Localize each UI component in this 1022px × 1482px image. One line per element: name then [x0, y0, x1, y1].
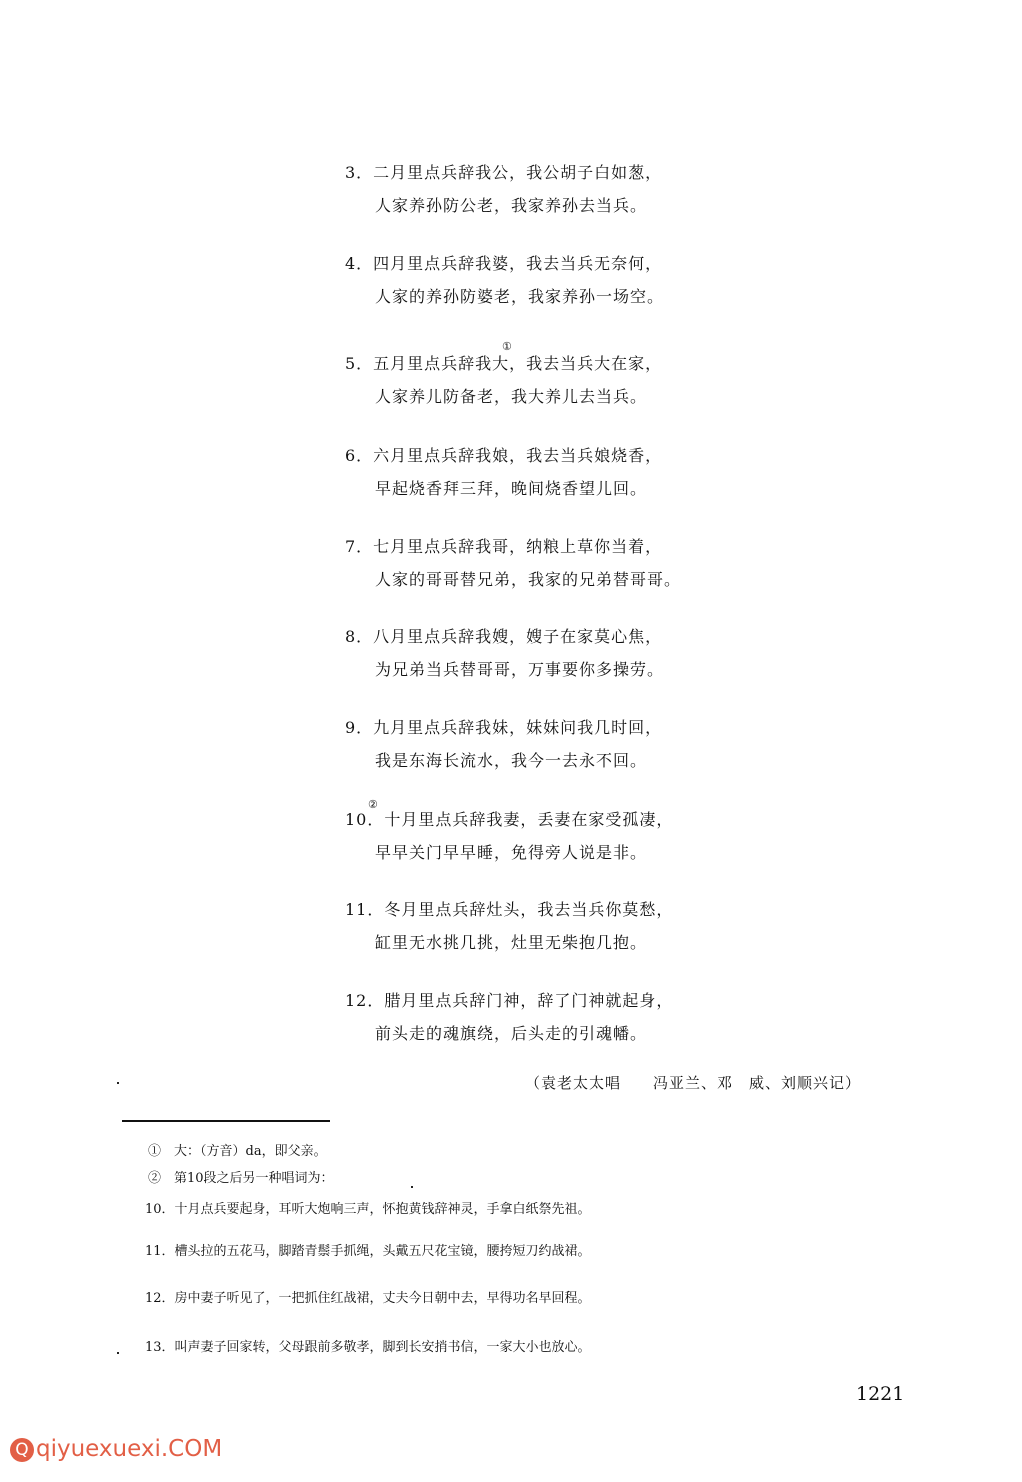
verse-line: 10．十月里点兵辞我妻，丢妻在家受孤凄， — [345, 810, 674, 829]
page-number: 1221 — [856, 1383, 905, 1405]
verse-line: 12．腊月里点兵辞门神，辞了门神就起身， — [345, 991, 674, 1010]
verse-line: 缸里无水挑几挑，灶里无柴抱几抱。 — [375, 933, 648, 952]
footnote-mark-1: ① — [502, 340, 512, 353]
verse-line: 9．九月里点兵辞我妹，妹妹问我几时回， — [345, 718, 663, 737]
verse-line: 为兄弟当兵替哥哥，万事要你多操劳。 — [375, 660, 665, 679]
verse-line: 早起烧香拜三拜，晚间烧香望儿回。 — [375, 479, 648, 498]
footnote-1: ① 大：（方音）da，即父亲。 — [148, 1144, 327, 1159]
alt-lyric-11: 11．槽头拉的五花马，脚踏青鬃手抓绳，头戴五尺花宝镜，腰挎短刀约战裙。 — [145, 1244, 591, 1259]
verse-line: 3．二月里点兵辞我公，我公胡子白如葱， — [345, 163, 663, 182]
verse-line: 我是东海长流水，我今一去永不回。 — [375, 751, 648, 770]
alt-lyric-10: 10．十月点兵要起身，耳听大炮响三声，怀抱黄钱辞神灵，手拿白纸祭先祖。 — [145, 1202, 591, 1217]
verse-line: 早早关门早早睡，免得旁人说是非。 — [375, 843, 648, 862]
verse-line: 7．七月里点兵辞我哥，纳粮上草你当着， — [345, 537, 663, 556]
scan-speck — [117, 1082, 119, 1084]
verse-line: 4．四月里点兵辞我婆，我去当兵无奈何， — [345, 254, 663, 273]
singer-recorder-credit: （袁老太太唱 冯亚兰、邓 威、刘顺兴记） — [525, 1074, 862, 1092]
verse-line: 前头走的魂旗绕，后头走的引魂幡。 — [375, 1024, 648, 1043]
verse-line: 人家养孙防公老，我家养孙去当兵。 — [375, 196, 648, 215]
footnote-divider — [122, 1120, 330, 1122]
watermark-text: qiyuexuexi.COM — [36, 1436, 223, 1462]
footnote-mark-2: ② — [368, 798, 378, 811]
verse-line: 人家的养孙防婆老，我家养孙一场空。 — [375, 287, 665, 306]
alt-lyric-13: 13．叫声妻子回家转，父母跟前多敬孝，脚到长安捎书信，一家大小也放心。 — [145, 1340, 591, 1355]
site-watermark — [10, 1436, 222, 1462]
verse-line: 5．五月里点兵辞我大，我去当兵大在家， — [345, 354, 663, 373]
scan-speck — [117, 1352, 119, 1354]
alt-lyric-12: 12．房中妻子听见了，一把抓住红战裙，丈夫今日朝中去，早得功名早回程。 — [145, 1291, 591, 1306]
verse-line: 人家的哥哥替兄弟，我家的兄弟替哥哥。 — [375, 570, 682, 589]
verse-line: 人家养儿防备老，我大养儿去当兵。 — [375, 387, 648, 406]
verse-line: 11．冬月里点兵辞灶头，我去当兵你莫愁， — [345, 900, 674, 919]
watermark-logo-icon: Q — [10, 1438, 34, 1462]
verse-line: 6．六月里点兵辞我娘，我去当兵娘烧香， — [345, 446, 663, 465]
footnote-2: ② 第10段之后另一种唱词为： — [148, 1171, 334, 1186]
scan-speck — [411, 1186, 413, 1188]
verse-line: 8．八月里点兵辞我嫂，嫂子在家莫心焦， — [345, 627, 663, 646]
